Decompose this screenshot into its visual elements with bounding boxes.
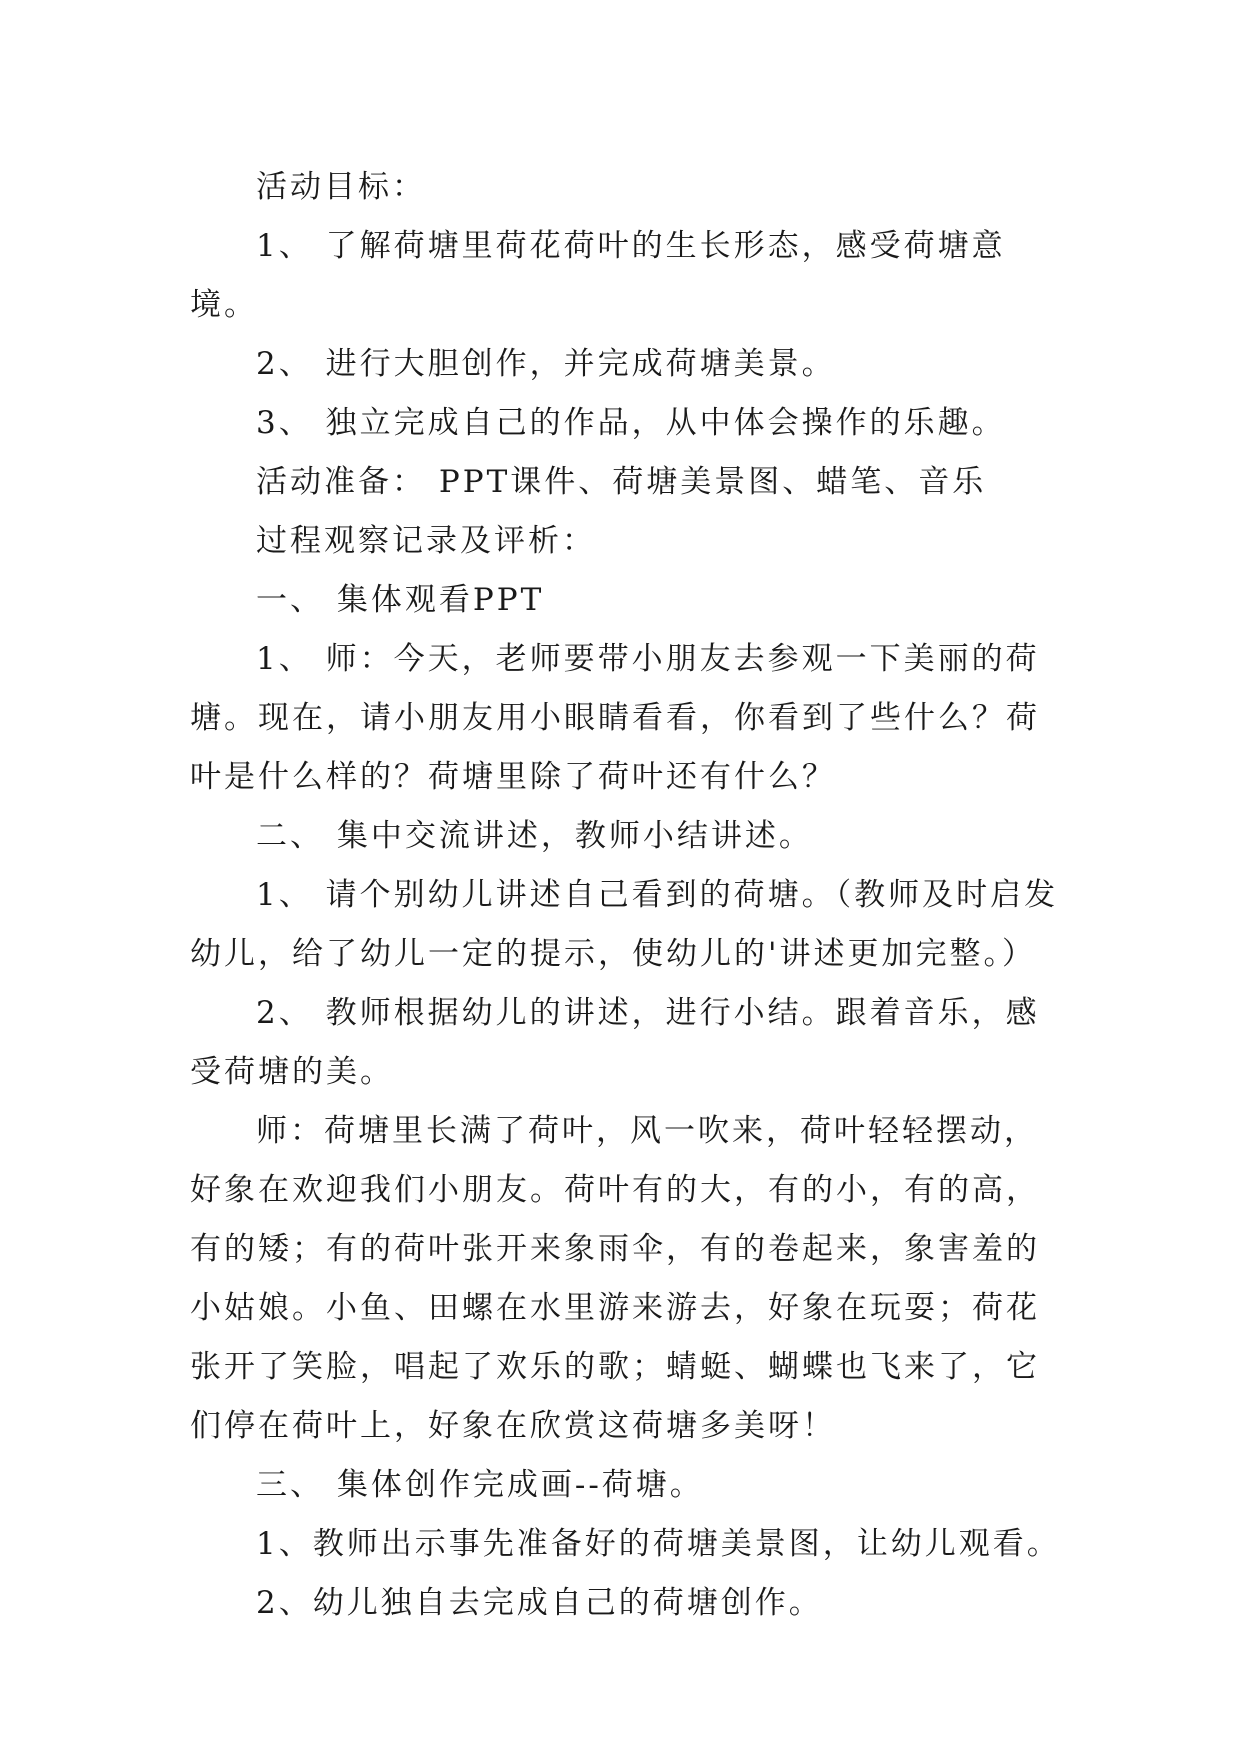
paragraph: 2、 教师根据幼儿的讲述，进行小结。跟着音乐，感受荷塘的美。 — [190, 995, 1040, 1090]
step-heading-1: 一、 集体观看PPT — [256, 582, 545, 618]
paragraph: 师：荷塘里长满了荷叶，风一吹来，荷叶轻轻摆动，好象在欢迎我们小朋友。荷叶有的大，有的小，有的高，有的矮；有的荷叶张开来象雨伞，有的卷起来，象害羞的小姑娘。小鱼、田螺在水里游来游去，好象在玩耍；荷花张开了笑脸，唱起了欢乐的歌；蜻蜓、蝴蝶也飞来了，它们停在荷叶上，好象在欣赏这荷塘多美呀！ — [190, 1113, 1040, 1444]
paragraph: 2、幼儿独自去完成自己的荷塘创作。 — [256, 1585, 823, 1621]
step-heading-3: 三、 集体创作完成画--荷塘。 — [256, 1467, 704, 1503]
section-heading-preparation: 活动准备： PPT课件、荷塘美景图、蜡笔、音乐 — [256, 464, 987, 500]
document-body — [190, 158, 1066, 1633]
paragraph: 1、教师出示事先准备好的荷塘美景图，让幼儿观看。 — [256, 1526, 1061, 1562]
goal-item-3: 3、 独立完成自己的作品，从中体会操作的乐趣。 — [256, 405, 1006, 441]
step-heading-2: 二、 集中交流讲述，教师小结讲述。 — [256, 818, 813, 854]
goal-item-1: 1、 了解荷塘里荷花荷叶的生长形态，感受荷塘意境。 — [190, 228, 1006, 323]
section-heading-process: 过程观察记录及评析： — [256, 523, 596, 559]
paragraph: 1、 请个别幼儿讲述自己看到的荷塘。（教师及时启发幼儿，给了幼儿一定的提示，使幼儿的'讲述更加完整。） — [190, 877, 1059, 972]
goal-item-2: 2、 进行大胆创作，并完成荷塘美景。 — [256, 346, 836, 382]
paragraph: 1、 师：今天，老师要带小朋友去参观一下美丽的荷塘。现在，请小朋友用小眼睛看看，你看到了些什么？荷叶是什么样的？荷塘里除了荷叶还有什么？ — [190, 641, 1040, 795]
section-heading-goals: 活动目标： — [256, 169, 426, 205]
